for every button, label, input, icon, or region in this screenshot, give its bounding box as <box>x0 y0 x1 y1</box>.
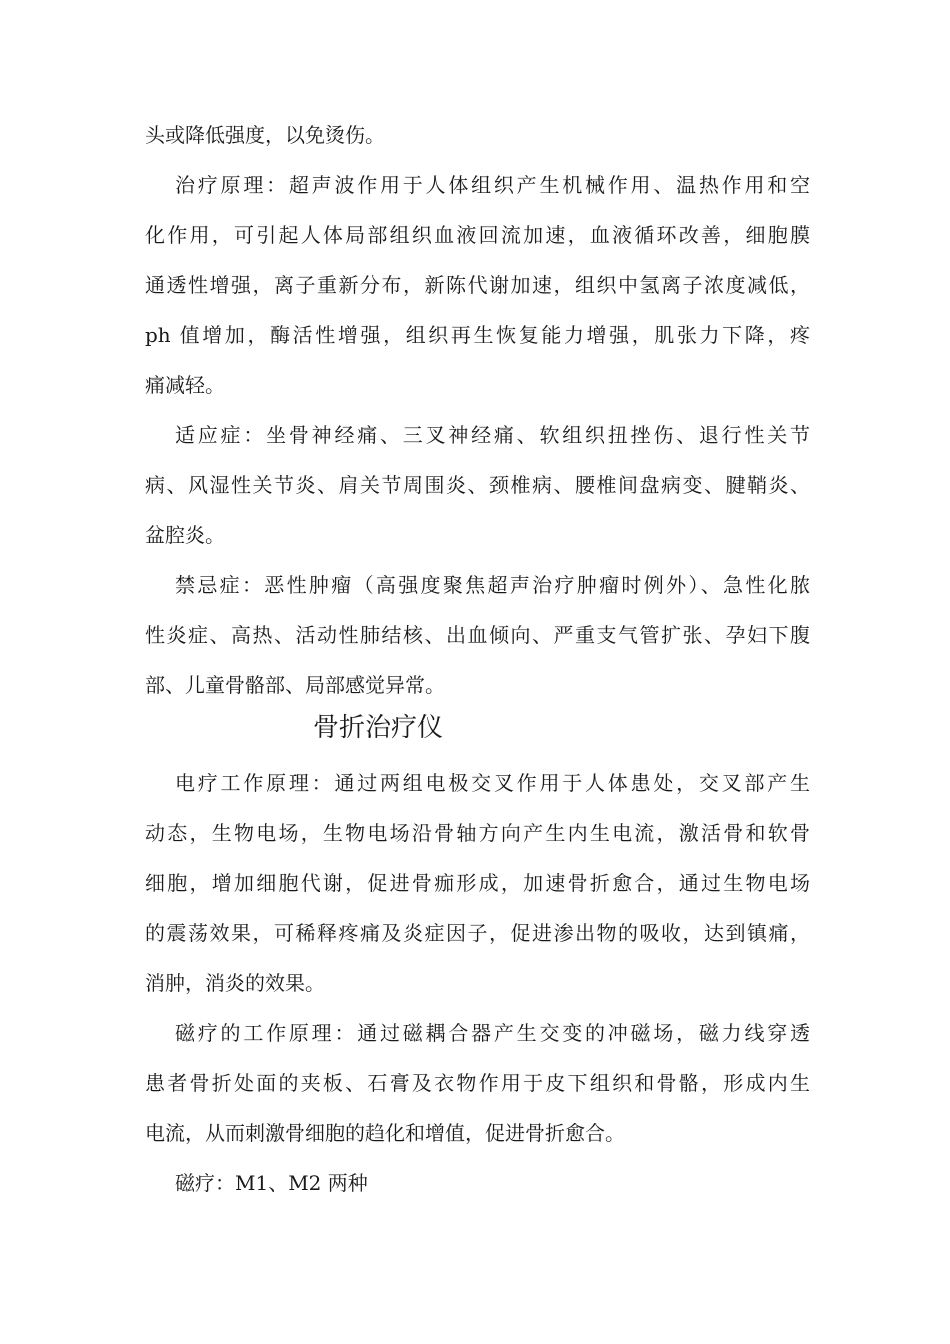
paragraph-line: 消肿，消炎的效果。 <box>145 971 325 995</box>
paragraph-line: 的震荡效果，可稀释疼痛及炎症因子，促进渗出物的吸收，达到镇痛， <box>145 921 810 945</box>
section-heading: 骨折治疗仪 <box>313 713 444 743</box>
paragraph-line: 病、风湿性关节炎、肩关节周围炎、颈椎病、腰椎间盘病变、腱鞘炎、 <box>145 473 810 497</box>
paragraph-line: 动态，生物电场，生物电场沿骨轴方向产生内生电流，激活骨和软骨 <box>145 821 810 845</box>
paragraph-line: 部、儿童骨骼部、局部感觉异常。 <box>145 673 445 697</box>
paragraph-line: 磁疗：M1、M2 两种 <box>175 1171 368 1195</box>
paragraph-line: 电流，从而刺激骨细胞的趋化和增值，促进骨折愈合。 <box>145 1121 625 1145</box>
paragraph-line: ph 值增加，酶活性增强，组织再生恢复能力增强，肌张力下降，疼 <box>145 323 810 347</box>
paragraph-line: 适应症：坐骨神经痛、三叉神经痛、软组织扭挫伤、退行性关节 <box>175 423 810 447</box>
paragraph-line: 头或降低强度，以免烫伤。 <box>145 123 385 147</box>
paragraph-line: 痛减轻。 <box>145 373 225 397</box>
paragraph-line: 禁忌症：恶性肿瘤（高强度聚焦超声治疗肿瘤时例外）、急性化脓 <box>175 573 810 597</box>
paragraph-line: 磁疗的工作原理：通过磁耦合器产生交变的冲磁场，磁力线穿透 <box>175 1021 810 1045</box>
paragraph-line: 化作用，可引起人体局部组织血液回流加速，血液循环改善，细胞膜 <box>145 223 810 247</box>
paragraph-line: 治疗原理：超声波作用于人体组织产生机械作用、温热作用和空 <box>175 173 810 197</box>
paragraph-line: 患者骨折处面的夹板、石膏及衣物作用于皮下组织和骨骼，形成内生 <box>145 1071 810 1095</box>
paragraph-line: 电疗工作原理：通过两组电极交叉作用于人体患处，交叉部产生 <box>175 771 810 795</box>
paragraph-line: 通透性增强，离子重新分布，新陈代谢加速，组织中氢离子浓度减低， <box>145 273 810 297</box>
paragraph-line: 性炎症、高热、活动性肺结核、出血倾向、严重支气管扩张、孕妇下腹 <box>145 623 810 647</box>
paragraph-line: 盆腔炎。 <box>145 523 225 547</box>
paragraph-line: 细胞，增加细胞代谢，促进骨痂形成，加速骨折愈合，通过生物电场 <box>145 871 810 895</box>
